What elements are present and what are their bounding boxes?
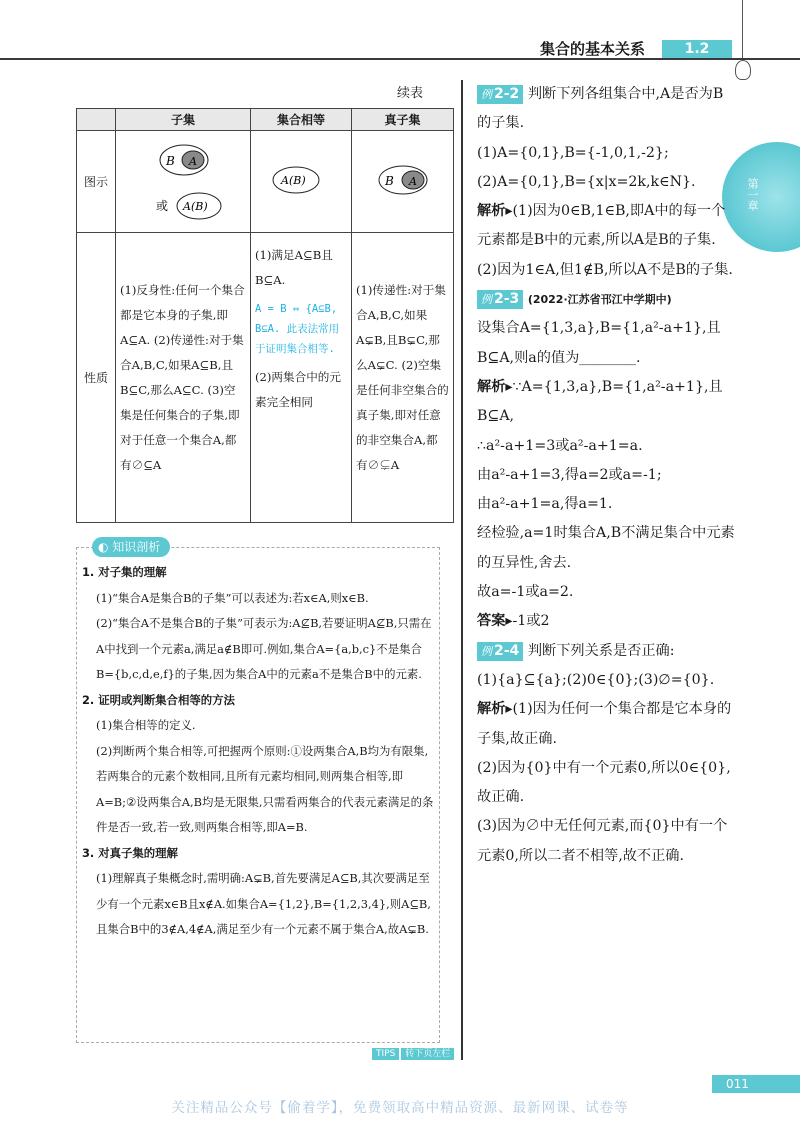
answer-text: -1或2 [512,613,550,630]
knowledge-heading: 2. 证明或判断集合相等的方法 [82,692,235,707]
knowledge-paragraph: (1)集合相等的定义. [96,718,196,732]
proper-subset-properties: (1)传递性:对于集合A,B,C,如果A⊊B,且B⊊C,那么A⊊C. (2)空集是任何非空集合的真子集,即对任意的非空集合A,都有∅⊊A [352,233,454,523]
bulb-string [742,0,743,60]
solution-text: 由a²-a+1=a,得a=1. [477,496,613,513]
bulb-icon: ◐ [98,540,113,554]
example-source: (2022·江苏省邗江中学期中) [527,293,672,307]
handwritten-note: A = B ⇔ {A⊆B, B⊆A. 此表法常用于证明集合相等. [255,303,340,355]
knowledge-paragraph: (2)判断两个集合相等,可把握两个原则:①设两集合A,B均为有限集,若两集合的元素个数相同,且所有元素均相同,则两集合相等,即A=B;②设两集合A,B均是无限集,只需看两集合的代表元素满足的条件是否一致,若一致,则两集合相等,即A=B. [96,743,434,834]
equal-property-1: (1)满足A⊆B且B⊆A. [255,248,333,287]
solution-label: 解析 [477,203,506,220]
table-header: 集合相等 [251,109,352,131]
question-text: 判断下列关系是否正确: [527,642,675,659]
table-header [77,109,116,131]
knowledge-heading: 3. 对真子集的理解 [82,845,178,860]
tips-badge [372,1046,456,1059]
header-rule [0,58,800,60]
solution-text: 经检验,a=1时集合A,B不满足集合中元素的互异性,舍去. [477,525,735,571]
venn-label: A(B) [281,174,306,187]
footer-watermark: 关注精品公众号【偷着学】，免费领取高中精品资源、最新网课、试卷等 [171,1100,629,1116]
tips-label: TIPS [372,1048,399,1060]
section-number: 1.2 [662,40,732,58]
example-badge: 例 2-4 [477,642,523,661]
row-label: 图示 [77,131,116,233]
proper-subset-venn-diagram [363,160,443,200]
knowledge-badge-label: 知识剖析 [112,540,161,554]
examples-column: 例 2-2 判断下列各组集合中,A是否为B的子集. (1)A={0,1},B={-1,0,1,-2}; (2)A={0,1},B={x|x=2k,k∈N}. 解析▸(1)因为0∈B,1∈B,即A中的每一个元素都是B中的元素,所以A是B的子集. (2)因为1∈A,但1∉B,所以A不是B的子集. 例 2-3 (2022·江苏省邗江中学期中) 设集合A={1,3,a},B={1,a²-a+1},且B⊆A,则a的值为________. 解析▸∵A={1,3,a},B={1,a²-a+1},且B⊆A, ∴a²-a+1=3或a²-a+1=a. 由a²-a+1=3,得a=2或a=-1; 由a²-a+1=a,得a=1. 经检验,a=1时集合A,B不满足集合中元素的互异性,舍去. 故a=-1或a=2. 答案▸-1或2 例 2-4 判断下列关系是否正确: (1){a}⊆{a};(2)0∈{0};(3)∅={0}. 解析▸(1)因为任何一个集合都是它本身的子集,故正确. (2)因为{0}中有一个元素0,所以0∈{0},故正确. (3)因为∅中无任何元素,而{0}中有一个元素0,所以二者不相等,故不正确. [477,80,737,871]
page-number: 011 [712,1075,800,1093]
tips-continue-label: 转下页左栏 [401,1048,454,1060]
venn-label: B [166,154,175,168]
question-text: 判断下列各组集合中,A是否为B的子集. [477,86,724,132]
solution-text: 故a=-1或a=2. [477,584,574,601]
question-item: (1)A={0,1},B={-1,0,1,-2}; [477,144,669,161]
knowledge-paragraph: (1)理解真子集概念时,需明确:A⊊B,首先要满足A⊆B,其次要满足至少有一个元素x∈B且x∉A.如集合A={1,2},B={1,2,3,4},则A⊆B,且集合B中的3∉A,4∉A,满足至少有一个元素不属于集合A,故A⊊B. [96,871,431,936]
knowledge-heading: 1. 对子集的理解 [82,565,167,579]
question-text: 设集合A={1,3,a},B={1,a²-a+1},且B⊆A,则a的值为________. [477,320,721,366]
subset-venn-diagram [120,134,240,226]
solution-text: ∴a²-a+1=3或a²-a+1=a. [477,437,643,454]
solution-text: (1)因为0∈B,1∈B,即A中的每一个元素都是B中的元素,所以A是B的子集. [477,203,726,249]
question-item: (1){a}⊆{a};(2)0∈{0};(3)∅={0}. [477,671,715,688]
table-header: 子集 [116,109,251,131]
example-badge: 例 2-3 [477,290,523,309]
solution-text: (1)因为任何一个集合都是它本身的子集,故正确. [477,701,732,747]
chapter-tab-label: 第一章 [746,178,759,211]
knowledge-paragraph: (1)“集合A是集合B的子集”可以表述为:若x∈A,则x∈B. [96,590,369,605]
equal-properties [251,233,352,523]
set-relation-table [76,108,454,523]
lightbulb-icon [735,60,751,80]
column-divider [461,80,463,1060]
equal-property-2: (2)两集合中的元素完全相同 [255,370,341,409]
equal-diagram-cell [251,131,352,233]
venn-label: A [189,155,197,168]
solution-label: 解析 [477,378,506,395]
knowledge-badge [92,537,170,557]
venn-label: A(B) [183,200,208,213]
answer-label: 答案 [477,613,506,630]
chapter-title: 集合的基本关系 [540,40,646,58]
solution-text: ∵A={1,3,a},B={1,a²-a+1},且B⊆A, [477,378,723,425]
row-label: 性质 [77,233,116,523]
equal-venn-diagram [261,160,341,200]
continued-label: 续表 [397,86,424,101]
knowledge-paragraph: (2)“集合A不是集合B的子集”可表示为:A⊈B,若要证明A⊈B,只需在A中找到一个元素a,满足a∉B即可.例如,集合A={a,b,c}不是集合B={b,c,d,e,f}的子集,因为集合A中的元素a不是集合B中的元素. [96,616,432,681]
venn-label: B [384,174,394,188]
subset-diagram-cell [116,131,251,233]
proper-diagram-cell [352,131,454,233]
example-badge: 例 2-2 [477,85,523,104]
knowledge-body [82,560,438,943]
solution-text: (2)因为{0}中有一个元素0,所以0∈{0},故正确. [477,759,731,806]
subset-properties: (1)反身性:任何一个集合都是它本身的子集,即A⊆A. (2)传递性:对于集合A,B,C,如果A⊆B,且B⊆C,那么A⊆C. (3)空集是任何集合的子集,即对于任意一个集合A,都有∅⊆A [116,233,251,523]
table-header: 真子集 [352,109,454,131]
solution-text: (3)因为∅中无任何元素,而{0}中有一个元素0,所以二者不相等,故不正确. [477,818,728,864]
solution-label: 解析 [477,701,506,718]
solution-text: 由a²-a+1=3,得a=2或a=-1; [477,466,662,483]
solution-text: (2)因为1∈A,但1∉B,所以A不是B的子集. [477,261,733,278]
question-item: (2)A={0,1},B={x|x=2k,k∈N}. [477,173,696,190]
venn-label: A [408,175,417,188]
or-label: 或 [156,199,169,213]
